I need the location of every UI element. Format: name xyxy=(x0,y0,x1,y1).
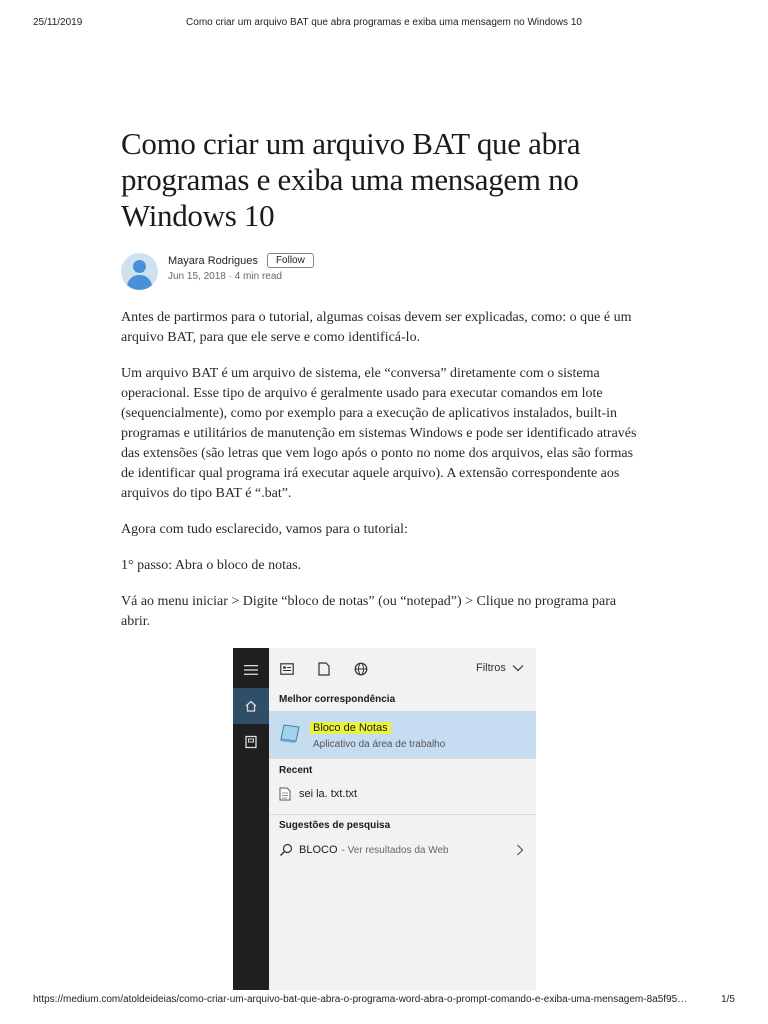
chevron-down-icon xyxy=(512,664,524,672)
suggestion-hint: - Ver resultados da Web xyxy=(341,844,449,856)
print-url: https://medium.com/atoldeideias/como-criar-um-arquivo-bat-que-abra-o-programa-word-abra-o-prompt-comando-e-exiba-uma-mensagem-8a5f95… xyxy=(33,994,688,1005)
document-icon[interactable] xyxy=(316,661,332,677)
divider xyxy=(269,814,536,815)
author-line xyxy=(168,253,314,268)
paragraph: Antes de partirmos para o tutorial, algumas coisas devem ser explicadas, como: o que é um arquivo BAT, para que ele serve e como identificá-lo. xyxy=(121,310,632,345)
avatar[interactable] xyxy=(121,253,158,290)
article xyxy=(121,126,647,648)
author-name[interactable]: Mayara Rodrigues xyxy=(168,254,258,267)
search-results-panel xyxy=(269,688,536,990)
byline xyxy=(121,251,647,289)
start-menu-screenshot xyxy=(233,648,536,990)
article-meta: Jun 15, 2018 · 4 min read xyxy=(168,271,282,282)
start-menu-sidebar xyxy=(233,648,269,990)
headline-line-1: Como criar um arquivo BAT que abra xyxy=(121,126,581,161)
article-headline xyxy=(121,126,647,234)
suggestions-label: Sugestões de pesquisa xyxy=(279,820,391,831)
home-icon[interactable] xyxy=(233,688,269,724)
print-date: 25/11/2019 xyxy=(33,17,83,28)
paragraph: Agora com tudo esclarecido, vamos para o tutorial: xyxy=(121,522,408,537)
best-match-result[interactable] xyxy=(269,711,536,758)
suggestion-query: BLOCO xyxy=(299,844,338,856)
hamburger-menu-icon[interactable] xyxy=(233,652,269,688)
divider xyxy=(269,758,536,759)
best-match-subtitle: Aplicativo da área de trabalho xyxy=(313,739,446,750)
search-icon xyxy=(279,843,293,857)
recent-file-item[interactable] xyxy=(279,787,357,801)
headline-line-3: Windows 10 xyxy=(121,198,275,233)
filters-dropdown[interactable] xyxy=(476,662,524,674)
web-globe-icon[interactable] xyxy=(353,661,369,677)
paragraph: Vá ao menu iniciar > Digite “bloco de notas” (ou “notepad”) > Clique no programa para abrir. xyxy=(121,594,617,629)
paragraph: Um arquivo BAT é um arquivo de sistema, ele “conversa” diretamente com o sistema operacional. Esse tipo de arquivo é geralmente usado para executar comandos em lote (sequencialmente), como por exemplo para a execução de aplicativos instalados, built-in programas e utilitários de manutenção em sistemas Windows e pode ser identificado através das extensões (são letras que vem logo após o ponto no nome dos arquivos, elas são formas de identificar qual programa irá executar aquele arquivo). A extensão correspondente aos arquivos do tipo BAT é “.bat”. xyxy=(121,366,637,501)
text-file-icon xyxy=(279,787,291,801)
recent-file-name: sei la. txt.txt xyxy=(299,788,358,800)
notebook-icon[interactable] xyxy=(233,724,269,760)
best-match-label: Melhor correspondência xyxy=(279,694,396,705)
filters-label: Filtros xyxy=(475,662,506,674)
print-header xyxy=(33,17,735,31)
print-title: Como criar um arquivo BAT que abra programas e exiba uma mensagem no Windows 10 xyxy=(186,17,582,28)
apps-icon[interactable] xyxy=(279,661,295,677)
paragraph: 1° passo: Abra o bloco de notas. xyxy=(121,558,302,573)
recent-label: Recent xyxy=(279,765,313,776)
best-match-title: Bloco de Notas xyxy=(310,722,391,734)
follow-button[interactable]: Follow xyxy=(267,253,314,268)
chevron-right-icon[interactable] xyxy=(516,844,524,856)
print-footer xyxy=(33,994,735,1008)
start-menu-toolbar xyxy=(269,648,536,688)
article-body xyxy=(121,308,647,632)
search-suggestion-item[interactable] xyxy=(279,843,524,857)
page-number: 1/5 xyxy=(721,994,735,1005)
notepad-app-icon xyxy=(279,722,301,744)
headline-line-2: programas e exiba uma mensagem no xyxy=(121,162,579,197)
